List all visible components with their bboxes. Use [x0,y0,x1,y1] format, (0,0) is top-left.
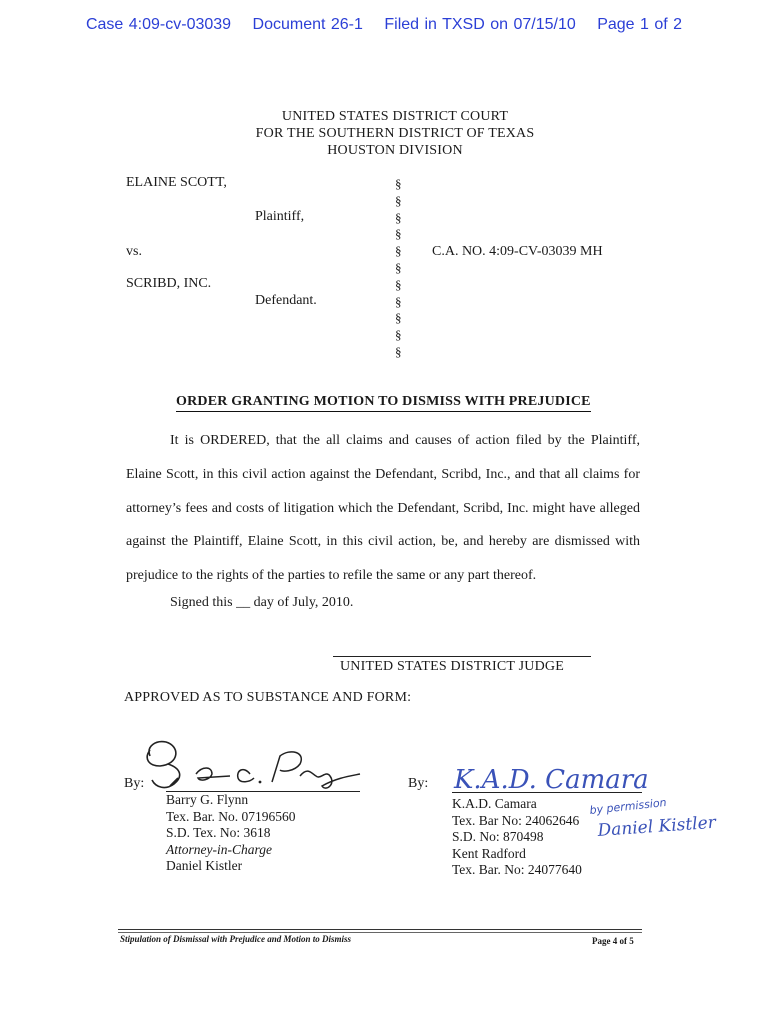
right-by-label: By: [408,776,429,791]
left-attorney-block [166,792,296,875]
right-attorney-block [452,796,582,879]
defendant-name: SCRIBD, INC. [126,276,212,291]
right-attorney-name: K.A.D. Camara [452,796,537,811]
section-mark: § [395,259,402,275]
right-bar-number: Tex. Bar No: 24062646 [452,812,580,828]
left-handwritten-signature [140,736,370,796]
footer-page-number: Page 4 of 5 [592,936,634,946]
page-count-stamp: Page 1 of 2 [597,16,683,33]
section-mark: § [395,327,402,343]
footer-document-title: Stipulation of Dismissal with Prejudice and Motion to Dismiss [120,934,352,944]
court-line-1: UNITED STATES DISTRICT COURT [281,109,509,124]
plaintiff-name: ELAINE SCOTT, [126,175,227,190]
order-title: ORDER GRANTING MOTION TO DISMISS WITH PREJUDICE [176,394,591,412]
defendant-role: Defendant. [255,293,317,308]
filed-date-stamp: Filed in TXSD on 07/15/10 [384,16,576,33]
approved-label: APPROVED AS TO SUBSTANCE AND FORM: [124,690,412,705]
court-line-3: HOUSTON DIVISION [327,143,463,158]
court-heading [0,108,768,159]
left-attorney-role: Attorney-in-Charge [166,841,272,857]
order-paragraph: It is ORDERED, that the all claims and causes of action filed by the Plaintiff, Elaine Scott, in this civil action against the Defendant, Scribd, Inc., and that all claims for attorney’s fees and costs of litigation which the Defendant, Scribd, Inc. might have alleged against the Plaintiff, Elaine Scott, in this civil action, be, and hereby are dismissed with prejudice to the rights of the parties to refile the same or any part thereof. [126,433,640,584]
right-sig-note1: by permission [588,795,668,817]
filing-stamp [0,16,768,34]
judge-signature-line [333,656,591,657]
case-number: C.A. NO. 4:09-CV-03039 MH [432,244,603,259]
right-signature-line [452,792,642,793]
left-bar-number: Tex. Bar. No. 07196560 [166,808,296,824]
footer-rule-thin [118,932,642,933]
left-extra-attorney: Daniel Kistler [166,858,243,874]
right-sig-main: K.A.D. Camara [454,765,649,795]
section-mark: § [395,176,402,191]
section-mark: § [395,209,402,225]
section-mark: § [395,226,402,242]
plaintiff-role: Plaintiff, [255,209,305,224]
section-mark: § [395,293,402,309]
section-mark-column [395,176,402,361]
right-sig-note2: Daniel Kistler [596,812,717,841]
section-mark: § [395,243,402,259]
document-number-stamp: Document 26-1 [252,16,363,33]
court-line-2: FOR THE SOUTHERN DISTRICT OF TEXAS [255,126,535,141]
footer-rule [118,929,642,930]
versus-label: vs. [126,244,142,259]
order-body [126,424,640,593]
section-mark: § [395,343,402,359]
case-number-stamp: Case 4:09-cv-03039 [85,16,232,33]
section-mark: § [395,310,402,326]
left-sd-number: S.D. Tex. No: 3618 [166,825,271,841]
left-attorney-name: Barry G. Flynn [166,792,249,807]
section-mark: § [395,276,402,292]
left-by-label: By: [124,776,145,791]
judge-label: UNITED STATES DISTRICT JUDGE [340,659,564,674]
right-sd-number: S.D. No: 870498 [452,829,544,845]
signed-date-line: Signed this __ day of July, 2010. [170,595,354,610]
section-mark: § [395,192,402,208]
right-extra-attorney: Kent Radford [452,845,526,861]
right-extra-bar-number: Tex. Bar. No: 24077640 [452,862,582,878]
